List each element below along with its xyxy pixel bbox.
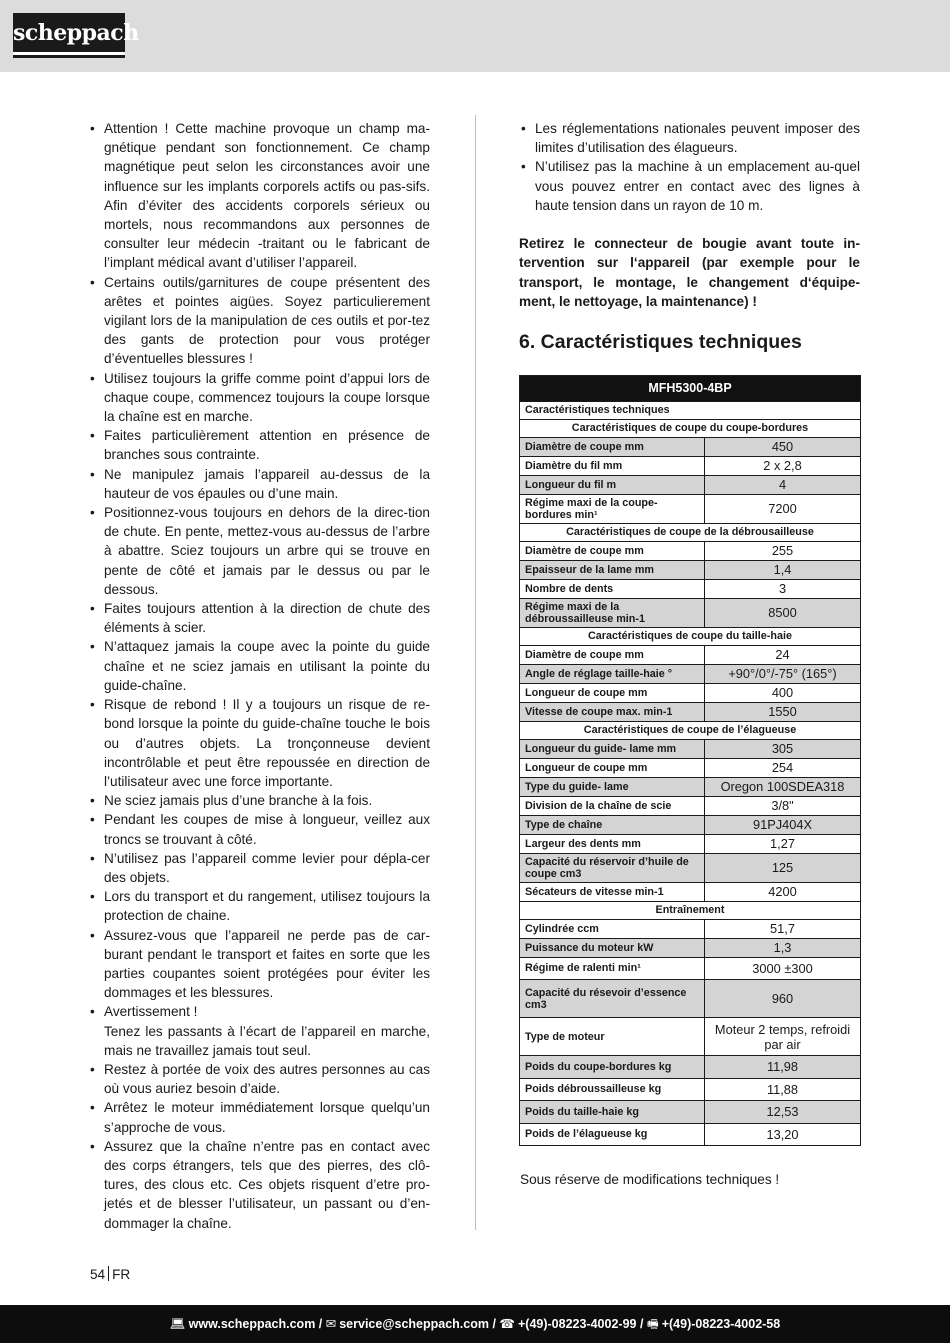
bullet-text: Restez à portée de voix des autres personnes au cas où vous auriez besoin d’aide. <box>104 1061 430 1097</box>
table-row <box>520 1101 861 1124</box>
spec-label: Type du guide- lame <box>520 777 705 796</box>
footer-email-link[interactable]: service@scheppach.com <box>339 1317 489 1331</box>
bullet-text: Avertissement ! Tenez les passants à l’écart de l’appareil en marche, mais ne travaillez jamais tout seul. <box>104 1004 430 1058</box>
bullet-dot-icon: • <box>90 466 95 482</box>
phone-icon: ☎ <box>499 1317 515 1331</box>
safety-bullet-list <box>88 119 430 1233</box>
spec-value: 960 <box>705 980 861 1018</box>
bullet-item <box>88 426 430 464</box>
bullet-dot-icon: • <box>90 697 95 713</box>
bullet-dot-icon: • <box>90 850 95 866</box>
footer-website-link[interactable]: www.scheppach.com <box>188 1317 316 1331</box>
bullet-item <box>519 157 860 215</box>
scheppach-logo: scheppach <box>13 13 125 55</box>
bullet-item <box>519 119 860 157</box>
table-group-row <box>520 721 861 739</box>
computer-icon: 💻︎ <box>169 1317 186 1331</box>
spec-value: 91PJ404X <box>705 815 861 834</box>
mail-icon: ✉︎ <box>325 1317 337 1331</box>
spec-label: Régime maxi de la débroussailleuse min-1 <box>520 598 705 627</box>
bullet-item <box>88 273 430 369</box>
table-row <box>520 475 861 494</box>
spec-value: 1,27 <box>705 834 861 853</box>
spec-value: 1,4 <box>705 560 861 579</box>
bullet-dot-icon: • <box>90 428 95 444</box>
bullet-dot-icon: • <box>90 1061 95 1077</box>
bullet-dot-icon: • <box>90 370 95 386</box>
spec-label: Régime maxi de la coupe-bordures min¹ <box>520 494 705 523</box>
bullet-dot-icon: • <box>521 159 526 175</box>
spec-value: Moteur 2 temps, refroidi par air <box>705 1018 861 1056</box>
spec-value: 11,88 <box>705 1078 861 1101</box>
table-model-row <box>520 375 861 401</box>
table-row <box>520 796 861 815</box>
spec-label: Epaisseur de la lame mm <box>520 560 705 579</box>
spec-value: 7200 <box>705 494 861 523</box>
bullet-text: Attention ! Cette machine provoque un champ ma-gnétique pendant son fonctionnement. Ce champ magnétique peut selon les circonstances avoir une influence sur les implants corporels actifs ou pas-sifs. Afin d’éviter des accidents corporels sérieux ou mortels, nous recommandons aux personnes de consulter leur médecin -traitant ou le fabricant de l’implant médical avant d’utiliser l’appareil. <box>104 121 430 271</box>
table-group-title: Caractéristiques de coupe de la débrousailleuse <box>520 523 861 541</box>
table-row <box>520 437 861 456</box>
table-row <box>520 882 861 901</box>
table-row <box>520 777 861 796</box>
spec-value: 4 <box>705 475 861 494</box>
bullet-item <box>88 599 430 637</box>
spec-label: Cylindrée ccm <box>520 919 705 938</box>
spec-label: Longueur du fil m <box>520 475 705 494</box>
spec-value: 11,98 <box>705 1056 861 1079</box>
spec-value: Oregon 100SDEA318 <box>705 777 861 796</box>
spec-label: Nombre de dents <box>520 579 705 598</box>
footer-fax: +(49)-08223-4002-58 <box>661 1317 781 1331</box>
table-group-row <box>520 627 861 645</box>
spec-value: 13,20 <box>705 1123 861 1146</box>
bullet-text: Risque de rebond ! Il y a toujours un risque de re-bond lorsque la pointe du guide-chaîne touche le bois ou d’autres objets. La tronçonneuse devient incontrôlable et peut être repoussée en direction de l’utilisateur avec une force importante. <box>104 697 430 789</box>
table-row <box>520 758 861 777</box>
page-number <box>90 1266 130 1282</box>
spec-label: Capacité du résevoir d’essence cm3 <box>520 980 705 1018</box>
table-group-row <box>520 523 861 541</box>
spec-label: Régime de ralenti min¹ <box>520 957 705 980</box>
spec-label: Longueur du guide- lame mm <box>520 739 705 758</box>
spec-label: Longueur de coupe mm <box>520 758 705 777</box>
spec-label: Angle de réglage taille-haie ° <box>520 664 705 683</box>
spec-value: 254 <box>705 758 861 777</box>
safety-bullet-list-continued <box>519 119 860 215</box>
spec-value: 450 <box>705 437 861 456</box>
bullet-item <box>88 926 430 1003</box>
bullet-item <box>88 849 430 887</box>
table-row <box>520 853 861 882</box>
bullet-item <box>88 637 430 695</box>
spec-value: 4200 <box>705 882 861 901</box>
bullet-dot-icon: • <box>90 639 95 655</box>
bullet-dot-icon: • <box>90 812 95 828</box>
right-column <box>519 119 860 1146</box>
table-row <box>520 560 861 579</box>
bullet-item <box>88 465 430 503</box>
table-subhead-row <box>520 401 861 419</box>
bullet-dot-icon: • <box>90 927 95 943</box>
bullet-text: Utilisez toujours la griffe comme point d’appui lors de chaque coupe, commencez toujours la coupe lorsque la chaîne est en marche. <box>104 370 430 425</box>
page-footer: 💻︎ www.scheppach.com / ✉︎ service@scheppach.com / ☎ +(49)-08223-4002-99 / 🖷︎ +(49)-08223-4002-58 <box>0 1305 950 1343</box>
bullet-text: Pendant les coupes de mise à longueur, veillez aux troncs se trouvant à côté. <box>104 812 430 847</box>
bullet-text: Assurez que la chaîne n’entre pas en contact avec des corps étrangers, tels que des pierres, des clô-tures, des clous etc. Ces objets risquent d’etre pro-jetés et de blesser l’utilisateur, un passant ou d’en-dommager la chaîne. <box>104 1138 430 1231</box>
spec-label: Poids du coupe-bordures kg <box>520 1056 705 1079</box>
spec-value: 3/8" <box>705 796 861 815</box>
bullet-text: Ne manipulez jamais l’appareil au-dessus de la hauteur de vos épaules ou d’une main. <box>104 466 430 501</box>
spec-value: 255 <box>705 541 861 560</box>
page-language: FR <box>112 1267 131 1282</box>
column-divider <box>475 115 476 1230</box>
bullet-text: Faites toujours attention à la direction de chute des éléments à scier. <box>104 601 430 636</box>
bullet-item <box>88 369 430 427</box>
bullet-item <box>88 695 430 791</box>
spec-label: Capacité du réservoir d’huile de coupe cm3 <box>520 853 705 882</box>
table-group-title: Caractéristiques de coupe du taille-haie <box>520 627 861 645</box>
table-row <box>520 1123 861 1146</box>
reserve-note: Sous réserve de modifications techniques ! <box>520 1172 780 1187</box>
spec-value: 3000 ±300 <box>705 957 861 980</box>
spec-label: Diamètre du fil mm <box>520 456 705 475</box>
table-row <box>520 494 861 523</box>
table-row <box>520 1056 861 1079</box>
bullet-dot-icon: • <box>90 1100 95 1116</box>
bullet-text: Assurez-vous que l’appareil ne perde pas de car-burant pendant le transport et faites en sorte que les parties coupantes soient protégées pour éviter les dommages et les blessures. <box>104 927 430 1001</box>
bullet-text: N’attaquez jamais la coupe avec la pointe du guide chaîne et ne sciez jamais en utilisant la pointe du guide-chaîne. <box>104 639 430 693</box>
spark-plug-warning: Retirez le connecteur de bougie avant toute in-tervention sur l‘appareil (par exemple pour le transport, le montage, le changement d‘équipe-ment, le nettoyage, la maintenance) ! <box>519 236 860 310</box>
spec-label: Vitesse de coupe max. min-1 <box>520 702 705 721</box>
spec-value: 2 x 2,8 <box>705 456 861 475</box>
spec-label: Diamètre de coupe mm <box>520 541 705 560</box>
table-row <box>520 919 861 938</box>
table-row <box>520 815 861 834</box>
bullet-text: Certains outils/garnitures de coupe présentent des arêtes et pointes aigües. Soyez particulierement vigilant lors de la manipulation de ces outils et por-tez des gants de protection pour vous protéger d’éventuelles blessures ! <box>104 274 430 367</box>
bullet-item <box>88 810 430 848</box>
bullet-dot-icon: • <box>90 1138 95 1154</box>
bullet-item <box>88 1002 430 1060</box>
bullet-text: Faites particulièrement attention en présence de branches sous contrainte. <box>104 428 430 463</box>
spec-label: Puissance du moteur kW <box>520 938 705 957</box>
table-row <box>520 456 861 475</box>
table-row <box>520 598 861 627</box>
table-model-name: MFH5300-4BP <box>520 375 861 401</box>
spec-value: 8500 <box>705 598 861 627</box>
spec-value: 3 <box>705 579 861 598</box>
left-column <box>88 119 430 1233</box>
spec-label: Type de chaîne <box>520 815 705 834</box>
spec-label: Poids du taille-haie kg <box>520 1101 705 1124</box>
bullet-item <box>88 119 430 273</box>
bullet-text: Lors du transport et du rangement, utilisez toujours la protection de chaine. <box>104 889 430 924</box>
spec-label: Sécateurs de vitesse min-1 <box>520 882 705 901</box>
spec-label: Poids de l’élagueuse kg <box>520 1123 705 1146</box>
bullet-dot-icon: • <box>90 121 95 136</box>
table-group-title: Entraînement <box>520 901 861 919</box>
spec-value: 24 <box>705 645 861 664</box>
bullet-text: Les réglementations nationales peuvent imposer des limites d’utilisation des élagueurs. <box>535 121 860 156</box>
spec-label: Division de la chaîne de scie <box>520 796 705 815</box>
table-group-title: Caractéristiques de coupe de l’élagueuse <box>520 721 861 739</box>
spec-value: 1,3 <box>705 938 861 957</box>
table-row <box>520 579 861 598</box>
bullet-text: Ne sciez jamais plus d’une branche à la fois. <box>104 793 373 809</box>
table-group-row <box>520 901 861 919</box>
bullet-text: N’utilisez pas l’appareil comme levier pour dépla-cer des objets. <box>104 850 430 885</box>
bullet-dot-icon: • <box>90 505 95 521</box>
bullet-dot-icon: • <box>90 1004 95 1020</box>
table-row <box>520 1018 861 1056</box>
spec-label: Longueur de coupe mm <box>520 683 705 702</box>
spec-label: Diamètre de coupe mm <box>520 437 705 456</box>
technical-specifications-table <box>519 375 861 1147</box>
table-row <box>520 957 861 980</box>
page-header <box>0 0 950 72</box>
bullet-text: Positionnez-vous toujours en dehors de la direc-tion de chute. En pente, mettez-vous au-dessus de l’arbre à abattre. Sciez toujours un arbre qui se trouve en pente de côté et jamais par le dessus ou par le dessous. <box>104 505 430 597</box>
table-subhead: Caractéristiques techniques <box>520 401 861 419</box>
bullet-item <box>88 791 430 810</box>
bullet-item <box>88 503 430 599</box>
section-title: 6. Caractéristiques techniques <box>519 330 802 353</box>
table-row <box>520 664 861 683</box>
table-row <box>520 980 861 1018</box>
spec-value: 305 <box>705 739 861 758</box>
table-row <box>520 1078 861 1101</box>
bullet-item <box>88 887 430 925</box>
table-row <box>520 702 861 721</box>
spec-value: +90°/0°/-75° (165°) <box>705 664 861 683</box>
bullet-dot-icon: • <box>90 601 95 617</box>
bullet-dot-icon: • <box>90 889 95 905</box>
table-group-row <box>520 419 861 437</box>
footer-phone: +(49)-08223-4002-99 <box>517 1317 637 1331</box>
bullet-dot-icon: • <box>90 793 95 809</box>
table-row <box>520 834 861 853</box>
bullet-dot-icon: • <box>521 121 526 136</box>
bullet-item <box>88 1137 430 1233</box>
spec-label: Diamètre de coupe mm <box>520 645 705 664</box>
spec-label: Largeur des dents mm <box>520 834 705 853</box>
table-row <box>520 645 861 664</box>
table-row <box>520 938 861 957</box>
spec-label: Type de moteur <box>520 1018 705 1056</box>
table-group-title: Caractéristiques de coupe du coupe-bordures <box>520 419 861 437</box>
fax-icon: 🖷︎ <box>646 1317 659 1331</box>
spec-value: 1550 <box>705 702 861 721</box>
bullet-text: Arrêtez le moteur immédiatement lorsque quelqu’un s’approche de vous. <box>104 1100 430 1135</box>
table-row <box>520 739 861 758</box>
spec-value: 51,7 <box>705 919 861 938</box>
spec-label: Poids débroussailleuse kg <box>520 1078 705 1101</box>
bullet-item <box>88 1098 430 1136</box>
table-row <box>520 541 861 560</box>
spec-value: 125 <box>705 853 861 882</box>
page-number-value: 54 <box>90 1267 106 1282</box>
bullet-item <box>88 1060 430 1098</box>
bullet-dot-icon: • <box>90 274 95 290</box>
bullet-text: N’utilisez pas la machine à un emplacement au-quel vous pouvez entrer en contact avec des lignes à haute tension dans un rayon de 10 m. <box>535 159 860 213</box>
spec-value: 12,53 <box>705 1101 861 1124</box>
spec-value: 400 <box>705 683 861 702</box>
table-row <box>520 683 861 702</box>
